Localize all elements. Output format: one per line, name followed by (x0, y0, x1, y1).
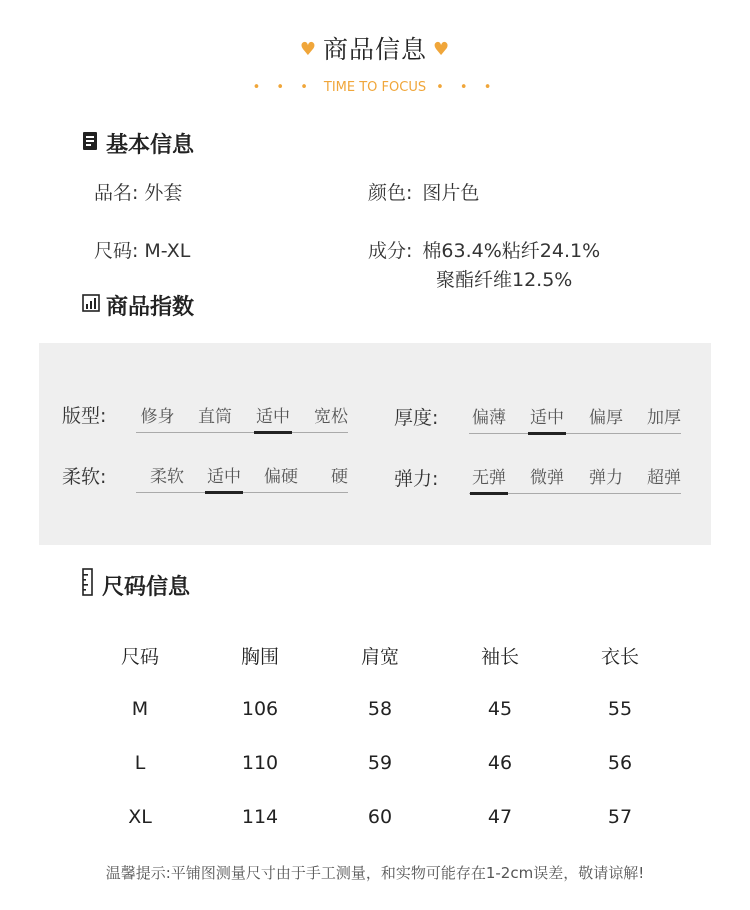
table-cell: 56 (607, 752, 633, 774)
page-title: ♥ 商品信息 ♥ (299, 35, 451, 64)
table-header-row (80, 628, 680, 682)
notice-text: 温馨提示:平铺图测量尺寸由于手工测量，和实物可能存在1-2cm误差，敬请谅解! (105, 864, 645, 882)
table-cell: 58 (367, 698, 393, 720)
table-cell: M (131, 698, 149, 720)
softness-option: 硬 (331, 467, 348, 487)
composition-field: 成分: 棉63.4%粘纤24.1% (368, 240, 601, 262)
table-header-cell: 袖长 (480, 645, 519, 668)
index-panel (39, 343, 711, 545)
elasticity-option-selected: 无弹 (469, 463, 509, 488)
basic-info-heading: 基本信息 (82, 128, 194, 159)
softness-label: 柔软: (62, 466, 107, 488)
table-cell: XL (128, 806, 152, 828)
table-header-cell: 胸围 (240, 645, 279, 668)
table-header-cell: 肩宽 (360, 645, 399, 668)
subtitle-text: TIME TO FOCUS (323, 80, 427, 95)
elasticity-option: 弹力 (589, 468, 623, 488)
table-cell: L (134, 752, 146, 774)
table-cell: 60 (367, 806, 393, 828)
elasticity-label: 弹力: (394, 468, 439, 490)
table-cell: 106 (241, 698, 279, 720)
table-cell: 114 (241, 806, 279, 828)
elasticity-option: 超弹 (647, 468, 681, 488)
thickness-option: 偏薄 (472, 408, 506, 428)
table-row (80, 682, 680, 736)
fit-label: 版型: (62, 405, 107, 427)
decor-dots: • • • (436, 80, 498, 95)
heart-icon: ♥ (433, 39, 451, 60)
elasticity-option: 微弹 (530, 468, 564, 488)
fit-scale (136, 402, 348, 433)
size-field: 尺码: M-XL (94, 240, 191, 262)
size-info-heading: 尺码信息 (82, 568, 190, 602)
softness-scale (136, 462, 348, 493)
fit-option: 直筒 (198, 407, 232, 427)
ruler-icon (82, 568, 96, 602)
name-field: 品名: 外套 (94, 182, 183, 204)
thickness-option: 偏厚 (589, 408, 623, 428)
elasticity-scale (469, 463, 681, 494)
thickness-label: 厚度: (394, 407, 439, 429)
table-cell: 47 (487, 806, 513, 828)
fit-option: 修身 (140, 407, 175, 427)
table-cell: 57 (607, 806, 633, 828)
table-cell: 46 (487, 752, 513, 774)
softness-option: 柔软 (150, 467, 184, 487)
table-cell: 45 (487, 698, 513, 720)
fit-option-selected: 适中 (251, 402, 295, 427)
thickness-option: 加厚 (647, 408, 681, 428)
table-cell: 55 (607, 698, 633, 720)
document-icon (82, 131, 100, 157)
table-row (80, 736, 680, 790)
softness-option-selected: 适中 (198, 462, 250, 487)
bar-chart-icon (82, 293, 100, 318)
color-field: 颜色: 图片色 (368, 182, 480, 204)
thickness-scale (469, 403, 681, 434)
heart-icon: ♥ (299, 39, 317, 60)
table-row (80, 790, 680, 844)
table-header-cell: 尺码 (120, 645, 159, 668)
table-header-cell: 衣长 (600, 645, 639, 668)
size-table (80, 628, 680, 844)
page-subtitle (0, 80, 750, 95)
decor-dots: • • • (252, 80, 314, 95)
product-index-heading: 商品指数 (82, 290, 194, 321)
thickness-option-selected: 适中 (509, 403, 585, 428)
composition-line2: 聚酯纤维12.5% (436, 269, 573, 291)
softness-option: 偏硬 (264, 467, 298, 487)
table-cell: 110 (241, 752, 279, 774)
table-cell: 59 (367, 752, 393, 774)
fit-option: 宽松 (314, 407, 348, 427)
